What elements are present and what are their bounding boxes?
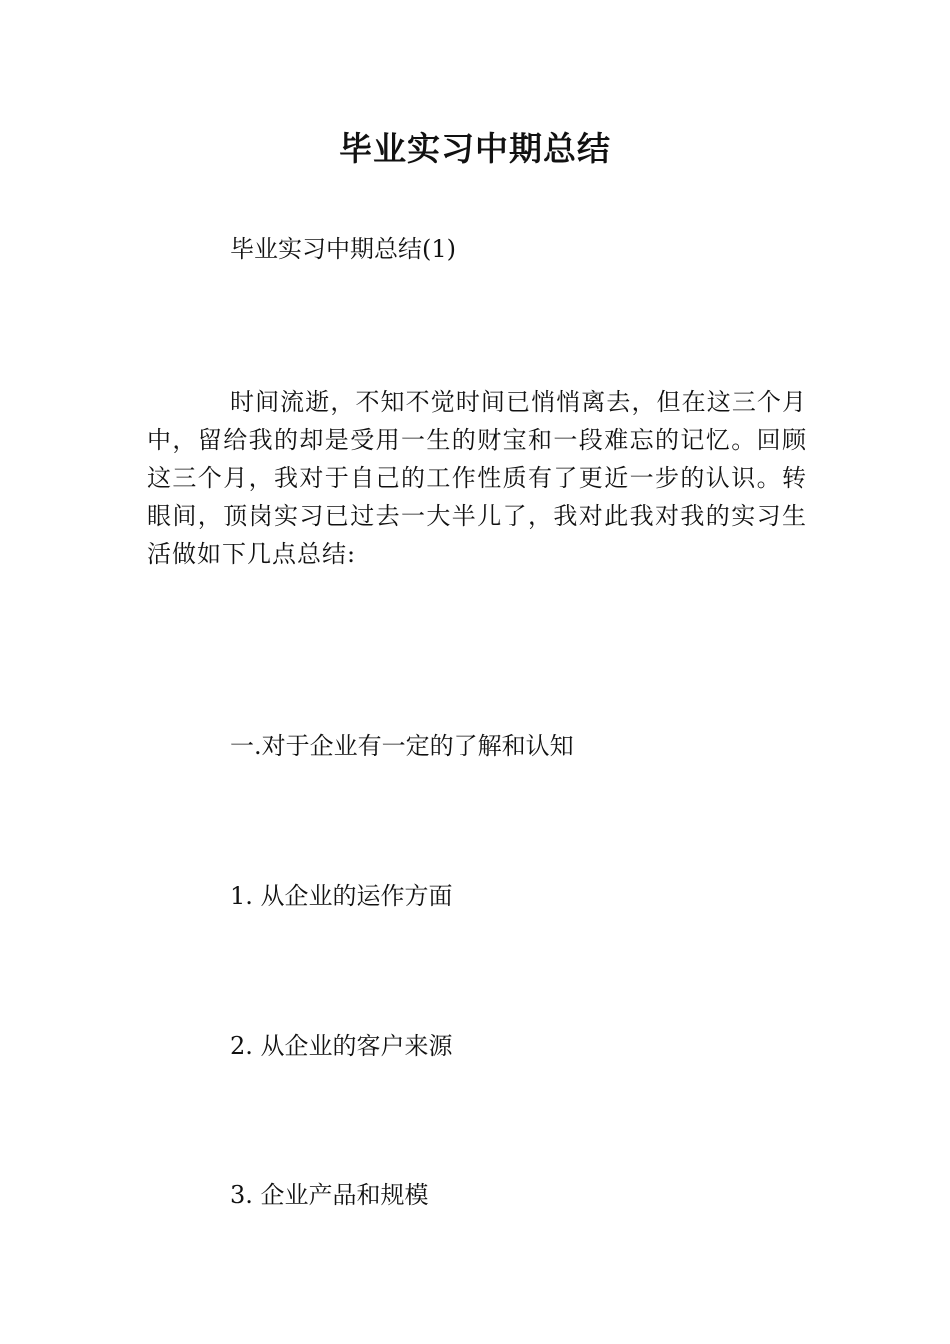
- list-item: 1. 从企业的运作方面: [230, 882, 453, 910]
- list-item: 3. 企业产品和规模: [230, 1181, 429, 1209]
- document-title: 毕业实习中期总结: [339, 129, 611, 168]
- intro-paragraph: 时间流逝，不知不觉时间已悄悄离去，但在这三个月中，留给我的却是受用一生的财宝和一段难忘的记忆。回顾这三个月，我对于自己的工作性质有了更近一步的认识。转眼间，顶岗实习已过去一大半儿了，我对此我对我的实习生活做如下几点总结:: [147, 388, 807, 568]
- document-subtitle: 毕业实习中期总结(1): [230, 235, 456, 263]
- list-item: 2. 从企业的客户来源: [230, 1032, 453, 1060]
- section-heading: 一.对于企业有一定的了解和认知: [230, 732, 574, 760]
